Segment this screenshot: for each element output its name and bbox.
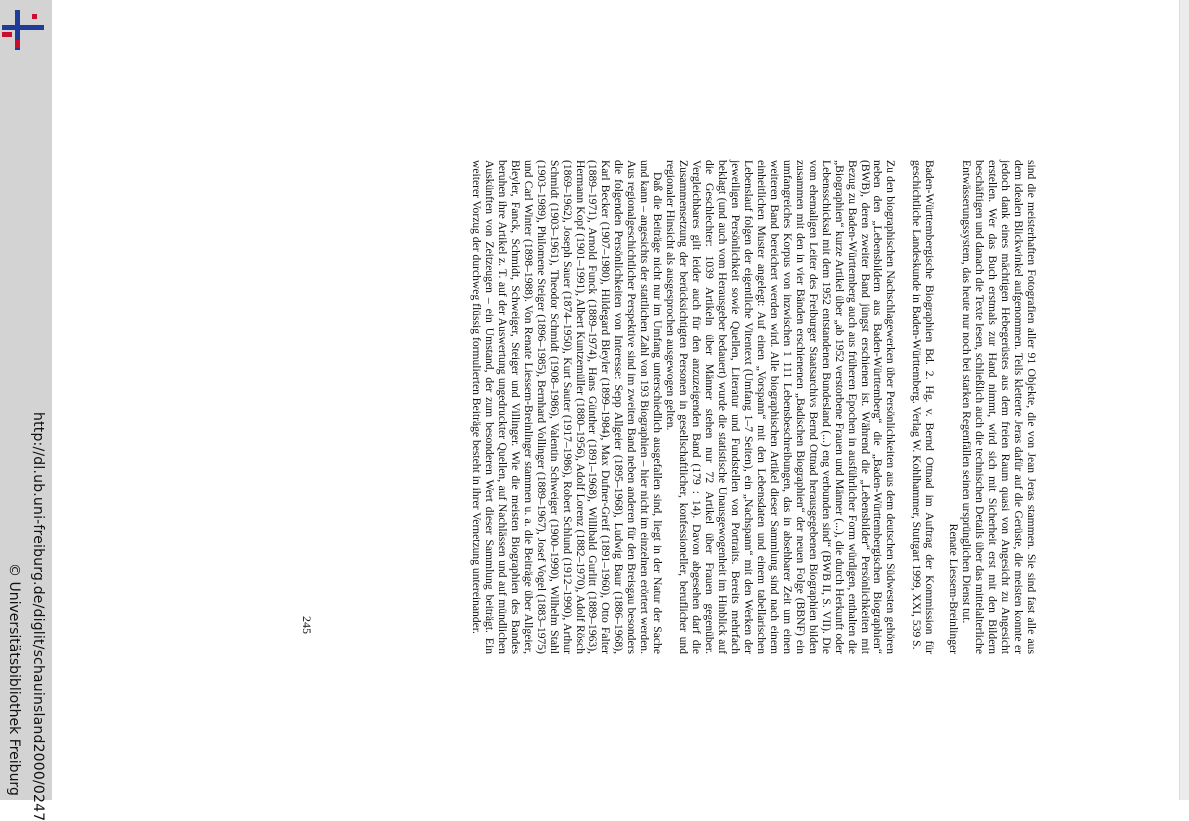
paragraph: Baden-Württembergische Biographien Bd. 2. Hg. v. Bernd Ottnad im Auftrag der Kommission für geschichtliche Landeskunde in Baden-Württemberg. Verlag W. Kohlhammer, Stuttgart 1999, XXI, 539 S. [910, 160, 937, 654]
ub-freiburg-logo-icon [2, 10, 44, 50]
paragraph: sind die meisterhaften Fotografien aller 91 Objekte, die von Jean Jeras stammen. Sie sind fast alle aus dem idealen Blickwinkel aufgenommen. Teils kletterte Jeras dafür auf die Gerüste, die meisten konnte er jedoch dank eines mächtigen Hebegerüstes aus dem freien Raum quasi von Angesicht zu Angesicht erstellen. Wer das Buch erstmals zur Hand nimmt, wird sich mit Sicherheit erst mit den Bildern beschäftigen und danach die Texte lesen, schließlich auch die technischen Details über das mittelalterliche Entwässerungssystem, das heute nur noch bei starken Regenfällen seinen ursprünglichen Dienst tut. [960, 160, 1038, 654]
paragraph: Zu den biographischen Nachschlagewerken über Persönlichkeiten aus dem deutschen Südwesten gehören neben den „Lebensbildern aus Baden-Württemberg“ die „Baden-Württembergischen Biographien“ (BWB), deren zweiter Band jüngst erschienen ist. Während die „Lebensbilder“ Persönlichkeiten mit Bezug zu Baden-Württemberg auch aus früheren Epochen in ausführlicher Form würdigen, enthalten die „Biographien“ kurze Artikel über „ab 1952 verstorbene Frauen und Männer (...), die durch Herkunft oder Lebensschicksal mit dem 1952 entstandenen Bundesland (...) eng verbunden sind“ (BWB II, S. VII). Die vom ehemaligen Leiter des Freiburger Staatsarchivs Bernd Ottnad herausgegebenen Biographien bilden zusammen mit den in vier Bänden erschienenen „Badischen Biographien“ der neuen Folge (BBNF) ein umfangreiches Korpus von inzwischen 1 111 Lebensbeschreibungen, das in absehbarer Zeit um einen weiteren Band bereichert werden wird. Alle biographischen Artikel dieser Sammlung sind nach einem einheitlichen Muster angelegt: Auf einen „Vorspann“ mit den Lebensdaten und einem tabellarischen Lebenslauf folgen der eigentliche Vitentext (Umfang 1–7 Seiten), ein „Nachspann“ mit den Werken der jeweiligen Persönlichkeit sowie Quellen, Literatur und Fundstellen von Portraits. Bereits mehrfach beklagt (und auch vom Herausgeber bedauert) wurde die statistische Unausgewogenheit im Hinblick auf die Geschlechter: 1039 Artikeln über Männer stehen nur 72 Artikel über Frauen gegenüber. Vergleichbares gilt leider auch für den anzuzeigenden Band (179 : 14). Davon abgesehen darf die Zusammensetzung der berücksichtigten Personen in gesellschaftlicher, konfessioneller, beruflicher und regionaler Hinsicht als ausgesprochen ausgewogen gelten. [664, 160, 898, 654]
page-number: 245 [300, 616, 314, 634]
source-url[interactable]: http://dl.ub.uni-freiburg.de/diglit/schauinsland2000/0247 [30, 412, 46, 821]
scanned-page [52, 0, 1180, 800]
author-signature: Renate Liessem-Breinlinger [947, 523, 961, 654]
vertical-scrollbar[interactable] [1179, 0, 1189, 800]
paragraph: Daß die Beiträge nicht nur im Umfang unterschiedlich ausgefallen sind, liegt in der Natur der Sache und kann – angesichts der stattlichen Zahl von 193 Biographien – hier nicht im einzelnen erörtert werden. Aus regionalgeschichtlicher Perspektive sind im zweiten Band neben anderen für den Breisgau besonders die folgenden Persönlichkeiten von Interesse: Sepp Allgeier (1895–1968), Ludwig Baur (1886–1968), Karl Becker (1907–1980), Hildegard Bleyler (1899–1984), Max Dufner-Greif (1891–1960), Otto Falter (1889–1971), Arnold Funck (1889–1974), Hans Günther (1891–1968), Willibald Gurlitt (1889–1963), Hermann Kopf (1901–1991), Albert Kuntzemüller (1880–1956), Adolf Lorenz (1882–1970), Adolf Rösch (1869–1962), Joseph Sauer (1874–1950), Kurt Sauter (1917–1986), Robert Schlund (1912–1990), Arthur Schmidt (1903–1961), Theodor Schmidt (1908–1986), Valentin Schweiger (1900–1990), Wilhelm Stahl (1903–1989), Philomene Steiger (1896–1985), Bernhard Vollinger (1889–1967), Josef Vogel (1883–1975) und Carl Winter (1898–1988). Von Renate Liessem-Breinlinger stammen u. a. die Beiträge über Allgeier, Bleyler, Fanck, Schmidt, Schweiger, Steiger und Villinger. Wie die meisten Biographien des Bandes beruhen ihre Artikel z. T. auf der Auswertung ungedruckter Quellen, auf Nachlässen und auf mündlichen Auskünften von Zeitzeugen – ein Umstand, der zum besonderen Wert dieser Sammlung beiträgt. Ein weiterer Vorzug der durchweg flüssig formulierten Beiträge besteht in ihrer Vernetzung untereinander. [469, 160, 665, 654]
paragraph-gap [896, 160, 909, 654]
copyright-notice: © Universitätsbibliothek Freiburg [6, 563, 22, 796]
article-text [469, 160, 1037, 654]
sidebar [0, 0, 52, 821]
